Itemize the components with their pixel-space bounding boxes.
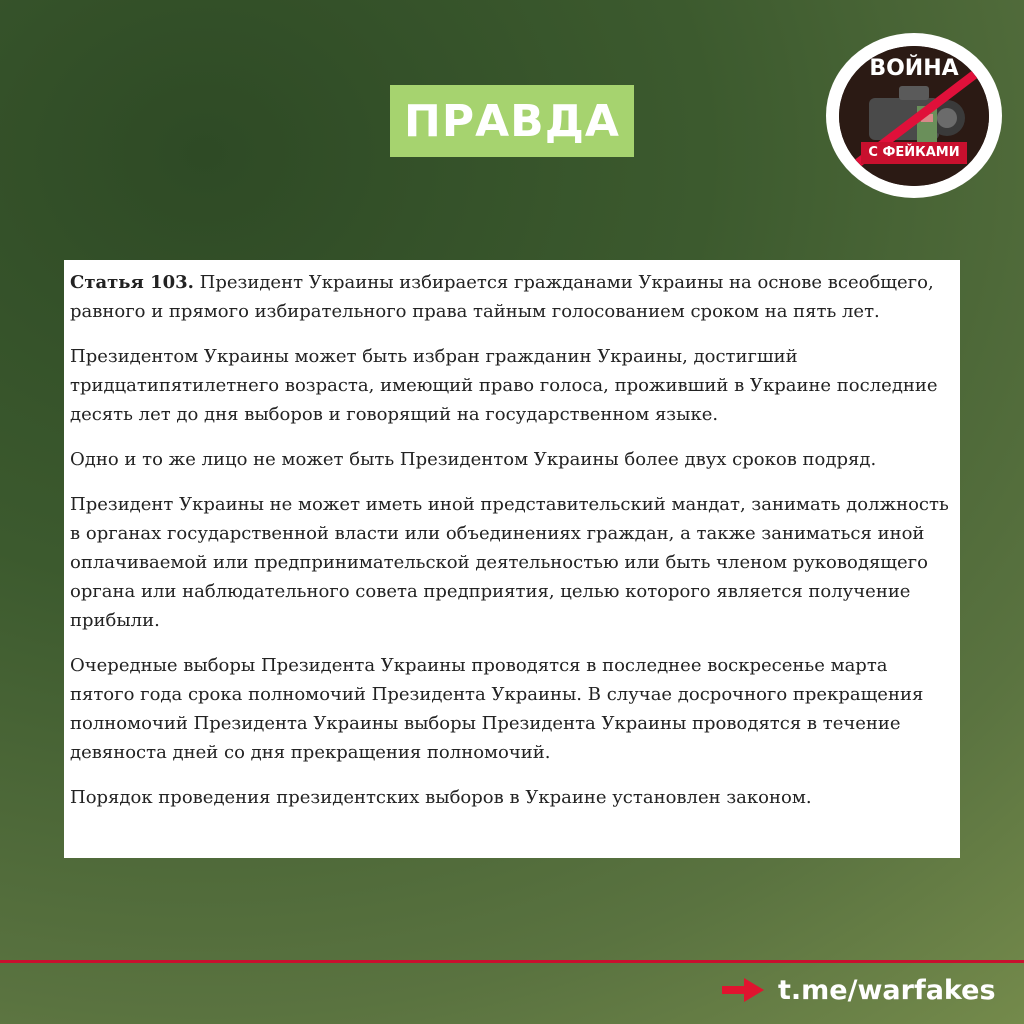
- footer-divider: [0, 960, 1024, 963]
- paragraph-text: Президент Украины избирается гражданами Украины на основе всеобщего, равного и прямого избирательного права тайным голосованием сроком на пять лет.: [70, 272, 934, 322]
- logo-bottom-text: С ФЕЙКАМИ: [861, 142, 967, 164]
- verdict-badge: [390, 85, 634, 157]
- paragraph: Президент Украины не может иметь иной представительский мандат, занимать должность в органах государственной власти или объединениях граждан, а также заниматься иной оплачиваемой или предпринимательской деятельностью или быть членом руководящего органа или наблюдательного совета предприятия, целью которого является получение прибыли.: [70, 494, 949, 631]
- paragraph: Президентом Украины может быть избран гражданин Украины, достигший тридцатипятилетнего возраста, имеющий право голоса, проживший в Украине последние десять лет до дня выборов и говорящий на государственном языке.: [70, 346, 938, 425]
- channel-link[interactable]: [722, 970, 996, 1010]
- channel-logo-inner: [839, 46, 989, 186]
- paragraph: Порядок проведения президентских выборов в Украине установлен законом.: [70, 787, 812, 808]
- article-label: Статья 103.: [70, 272, 194, 293]
- channel-logo: [826, 33, 1002, 198]
- verdict-badge-label: ПРАВДА: [404, 95, 620, 147]
- channel-link-text[interactable]: t.me/warfakes: [778, 974, 996, 1006]
- paragraph: Одно и то же лицо не может быть Президентом Украины более двух сроков подряд.: [70, 449, 877, 470]
- document-excerpt: [64, 260, 960, 858]
- paragraph: Очередные выборы Президента Украины проводятся в последнее воскресенье марта пятого года срока полномочий Президента Украины. В случае досрочного прекращения полномочий Президента Украины выборы Президента Украины проводятся в течение девяноста дней со дня прекращения полномочий.: [70, 655, 924, 763]
- logo-top-text: ВОЙНА: [869, 55, 959, 81]
- arrow-right-icon: [722, 978, 764, 1002]
- paragraph: [70, 268, 952, 326]
